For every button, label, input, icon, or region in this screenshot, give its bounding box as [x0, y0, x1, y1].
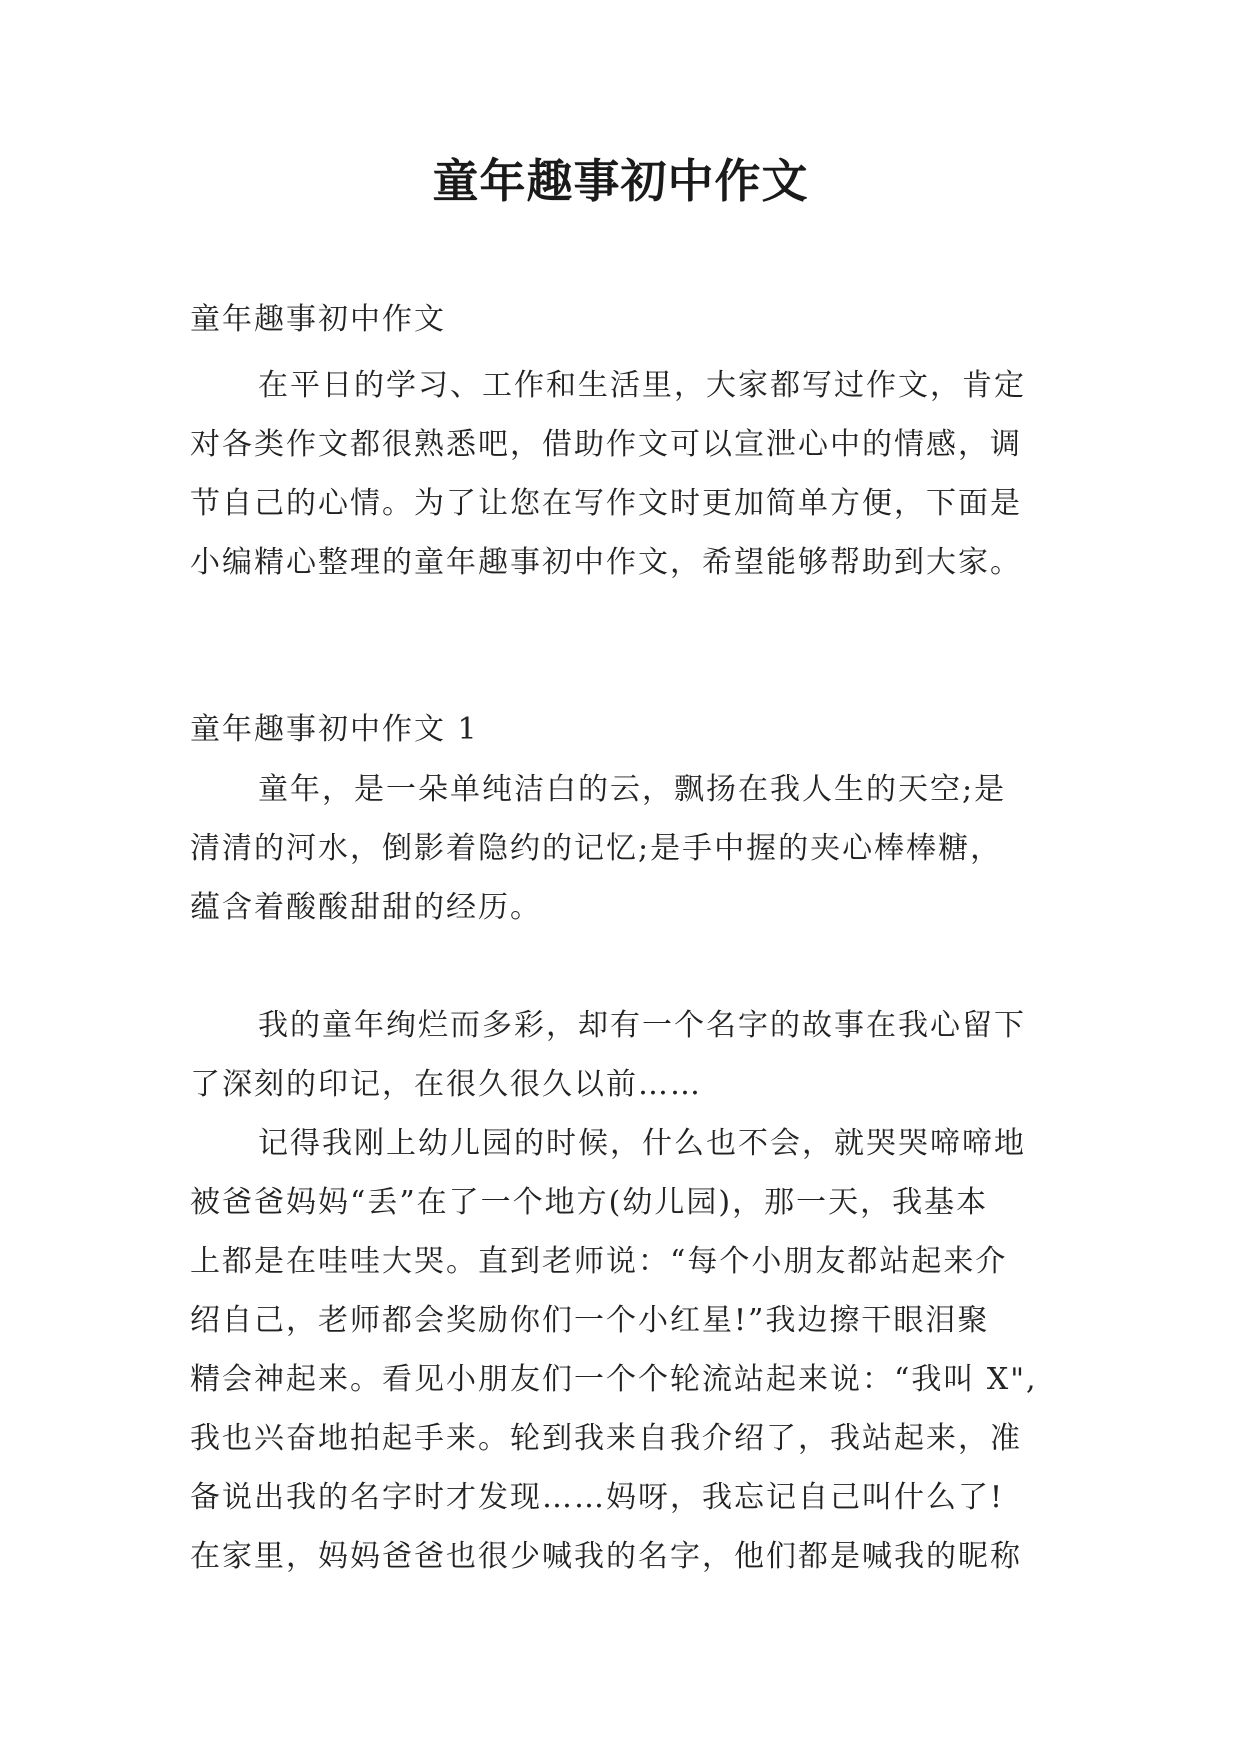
paragraph-line: 蕴含着酸酸甜甜的经历。: [190, 890, 542, 925]
paragraph-line: 记得我刚上幼儿园的时候，什么也不会，就哭哭啼啼地: [258, 1126, 1026, 1161]
paragraph-line: 童年，是一朵单纯洁白的云，飘扬在我人生的天空;是: [258, 772, 1007, 807]
paragraph-line: 节自己的心情。为了让您在写作文时更加简单方便，下面是: [190, 486, 1022, 521]
paragraph-line: 在平日的学习、工作和生活里，大家都写过作文，肯定: [258, 368, 1026, 403]
paragraph-line: 精会神起来。看见小朋友们一个个轮流站起来说：“我叫 X",: [190, 1362, 1038, 1397]
paragraph-line: 我的童年绚烂而多彩，却有一个名字的故事在我心留下: [258, 1008, 1026, 1043]
paragraph-line: 对各类作文都很熟悉吧，借助作文可以宣泄心中的情感，调: [190, 427, 1022, 462]
paragraph-line: 被爸爸妈妈“丢”在了一个地方(幼儿园)，那一天，我基本: [190, 1185, 989, 1220]
section-1-paragraph-2: [190, 996, 1052, 1114]
section-heading: 童年趣事初中作文 1: [190, 712, 479, 747]
paragraph-line: 在家里，妈妈爸爸也很少喊我的名字，他们都是喊我的昵称: [190, 1539, 1022, 1574]
document-subtitle: 童年趣事初中作文: [190, 302, 446, 337]
section-1-paragraph-3: [190, 1114, 1052, 1586]
paragraph-line: 备说出我的名字时才发现……妈呀，我忘记自己叫什么了!: [190, 1480, 1005, 1515]
paragraph-line: 上都是在哇哇大哭。直到老师说：“每个小朋友都站起来介: [190, 1244, 1008, 1279]
paragraph-line: 绍自己，老师都会奖励你们一个小红星!”我边擦干眼泪聚: [190, 1303, 990, 1338]
paragraph-line: 了深刻的印记，在很久很久以前……: [190, 1067, 702, 1102]
paragraph-line: 我也兴奋地拍起手来。轮到我来自我介绍了，我站起来，准: [190, 1421, 1022, 1456]
page-title: 童年趣事初中作文: [432, 154, 809, 208]
paragraph-line: 清清的河水，倒影着隐约的记忆;是手中握的夹心棒棒糖，: [190, 831, 1003, 866]
section-1-paragraph-1: [190, 760, 1052, 937]
paragraph-line: 小编精心整理的童年趣事初中作文，希望能够帮助到大家。: [190, 545, 1022, 580]
intro-paragraph: [190, 356, 1052, 592]
